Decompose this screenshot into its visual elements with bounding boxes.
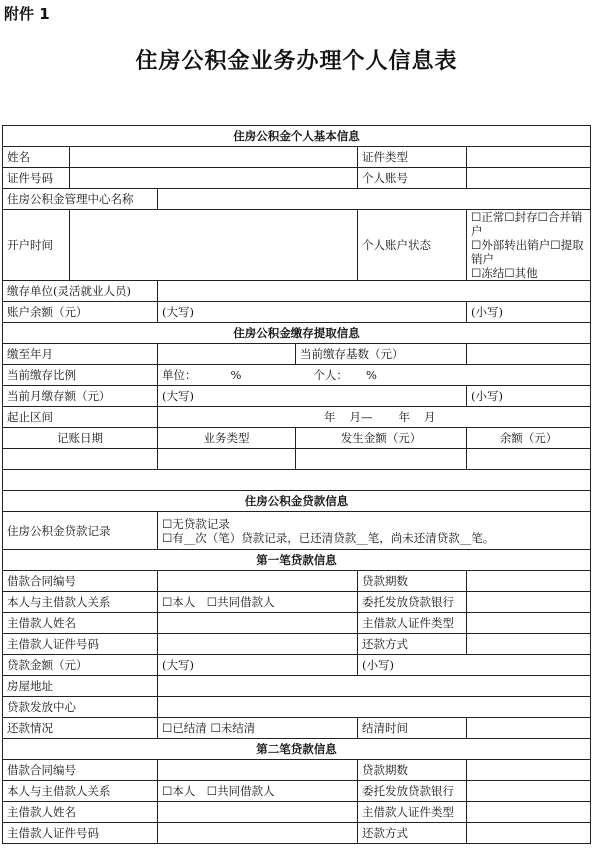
field-employer[interactable] (158, 281, 591, 302)
label-address-1: 房屋地址 (3, 676, 158, 697)
period-year-1: 年 (324, 410, 336, 424)
label-relation-2: 本人与主借款人关系 (3, 781, 158, 802)
field-repay-method-1[interactable] (467, 634, 591, 655)
ratio-unit-percent: % (230, 368, 242, 382)
label-main-id-type-1: 主借款人证件类型 (358, 613, 467, 634)
field-monthly-upper[interactable]: (大写) (158, 386, 467, 407)
label-period: 起止区间 (3, 407, 158, 428)
label-open-time: 开户时间 (3, 210, 70, 281)
section-first-loan-header: 第一笔贷款信息 (3, 550, 591, 571)
label-repay-method-1: 还款方式 (358, 634, 467, 655)
field-name[interactable] (70, 147, 358, 168)
label-main-id-number-2: 主借款人证件号码 (3, 823, 158, 844)
label-deposit-base: 当前缴存基数（元） (296, 344, 467, 365)
field-repay-status-1[interactable]: ☐已结清 ☐未结清 (158, 718, 358, 739)
field-contract-2[interactable] (158, 760, 358, 781)
label-paid-until: 缴至年月 (3, 344, 158, 365)
period-year-2: 年 (398, 410, 410, 424)
label-term-2: 贷款期数 (358, 760, 467, 781)
section-loan-header: 住房公积金贷款信息 (3, 491, 591, 512)
col-header-balance: 余额（元） (467, 428, 591, 449)
field-id-type[interactable] (467, 147, 591, 168)
field-main-id-type-1[interactable] (467, 613, 591, 634)
label-loan-record: 住房公积金贷款记录 (3, 512, 158, 550)
label-contract-2: 借款合同编号 (3, 760, 158, 781)
label-id-type: 证件类型 (358, 147, 467, 168)
label-center-name: 住房公积金管理中心名称 (3, 189, 158, 210)
label-contract-1: 借款合同编号 (3, 571, 158, 592)
field-main-id-type-2[interactable] (467, 802, 591, 823)
field-main-name-2[interactable] (158, 802, 358, 823)
col-header-business-type: 业务类型 (158, 428, 296, 449)
status-option-line-1[interactable]: ☐正常☐封存☐合并销户 (471, 210, 583, 238)
field-relation-2[interactable]: ☐本人 ☐共同借款人 (158, 781, 358, 802)
field-address-1[interactable] (158, 676, 591, 697)
field-period[interactable] (158, 407, 591, 428)
field-deposit-ratio[interactable] (158, 365, 591, 386)
section-basic-header: 住房公积金个人基本信息 (3, 126, 591, 147)
field-id-number[interactable] (70, 168, 358, 189)
cell-business-type[interactable] (158, 449, 296, 470)
field-open-time[interactable] (70, 210, 358, 281)
label-bank-2: 委托发放贷款银行 (358, 781, 467, 802)
field-bank-2[interactable] (467, 781, 591, 802)
field-monthly-lower[interactable]: (小写) (467, 386, 591, 407)
spacer-row (3, 470, 591, 491)
field-bank-1[interactable] (467, 592, 591, 613)
period-month-2: 月 (424, 410, 436, 424)
field-main-id-number-2[interactable] (158, 823, 358, 844)
label-relation-1: 本人与主借款人关系 (3, 592, 158, 613)
label-bank-1: 委托发放贷款银行 (358, 592, 467, 613)
field-deposit-base[interactable] (467, 344, 591, 365)
label-repay-method-2: 还款方式 (358, 823, 467, 844)
label-employer: 缴存单位(灵活就业人员) (3, 281, 158, 302)
field-loan-center-1[interactable] (158, 697, 591, 718)
label-account-status: 个人账户状态 (358, 210, 467, 281)
field-main-id-number-1[interactable] (158, 634, 358, 655)
section-second-loan-header: 第二笔贷款信息 (3, 739, 591, 760)
form-title: 住房公积金业务办理个人信息表 (135, 49, 458, 74)
field-repay-method-2[interactable] (467, 823, 591, 844)
cell-date[interactable] (3, 449, 158, 470)
field-balance-lower[interactable]: (小写) (467, 302, 591, 323)
ratio-person-label: 个人： (313, 368, 348, 382)
field-main-name-1[interactable] (158, 613, 358, 634)
field-relation-1[interactable]: ☐本人 ☐共同借款人 (158, 592, 358, 613)
label-repay-status-1: 还款情况 (3, 718, 158, 739)
field-account-number[interactable] (467, 168, 591, 189)
status-option-line-2[interactable]: ☐外部转出销户☐提取销户 (471, 238, 584, 266)
status-option-line-3[interactable]: ☐冻结☐其他 (471, 266, 538, 280)
label-deposit-ratio: 当前缴存比例 (3, 365, 158, 386)
label-balance: 账户余额（元） (3, 302, 158, 323)
label-loan-center-1: 贷款发放中心 (3, 697, 158, 718)
attachment-label: 附件 1 (4, 5, 50, 23)
section-deposit-header: 住房公积金缴存提取信息 (3, 323, 591, 344)
field-term-1[interactable] (467, 571, 591, 592)
field-loan-amount-upper-1[interactable]: (大写) (158, 655, 358, 676)
label-settle-time-1: 结清时间 (358, 718, 467, 739)
label-id-number: 证件号码 (3, 168, 70, 189)
field-account-status[interactable] (467, 210, 591, 281)
field-loan-amount-lower-1[interactable]: (小写) (358, 655, 591, 676)
field-contract-1[interactable] (158, 571, 358, 592)
label-term-1: 贷款期数 (358, 571, 467, 592)
field-balance-upper[interactable]: (大写) (158, 302, 467, 323)
label-account-number: 个人账号 (358, 168, 467, 189)
label-loan-amount-1: 贷款金额（元） (3, 655, 158, 676)
label-main-id-number-1: 主借款人证件号码 (3, 634, 158, 655)
ratio-unit-label: 单位： (162, 368, 197, 382)
label-name: 姓名 (3, 147, 70, 168)
cell-amount[interactable] (296, 449, 467, 470)
col-header-amount: 发生金额（元） (296, 428, 467, 449)
ratio-person-percent: % (365, 368, 377, 382)
period-month-1: 月— (349, 410, 373, 424)
label-monthly-deposit: 当前月缴存额（元） (3, 386, 158, 407)
field-term-2[interactable] (467, 760, 591, 781)
option-has-loan[interactable]: ☐有__次（笔）贷款记录，已还清贷款__笔，尚未还清贷款__笔。 (162, 530, 495, 545)
option-no-loan[interactable]: ☐无贷款记录 (162, 516, 230, 531)
label-main-name-2: 主借款人姓名 (3, 802, 158, 823)
label-main-id-type-2: 主借款人证件类型 (358, 802, 467, 823)
label-main-name-1: 主借款人姓名 (3, 613, 158, 634)
cell-balance[interactable] (467, 449, 591, 470)
personal-info-table (2, 125, 591, 844)
field-center-name[interactable] (158, 189, 591, 210)
field-settle-time-1[interactable] (467, 718, 591, 739)
field-loan-record[interactable] (158, 512, 591, 550)
col-header-date: 记账日期 (3, 428, 158, 449)
field-paid-until[interactable] (158, 344, 296, 365)
